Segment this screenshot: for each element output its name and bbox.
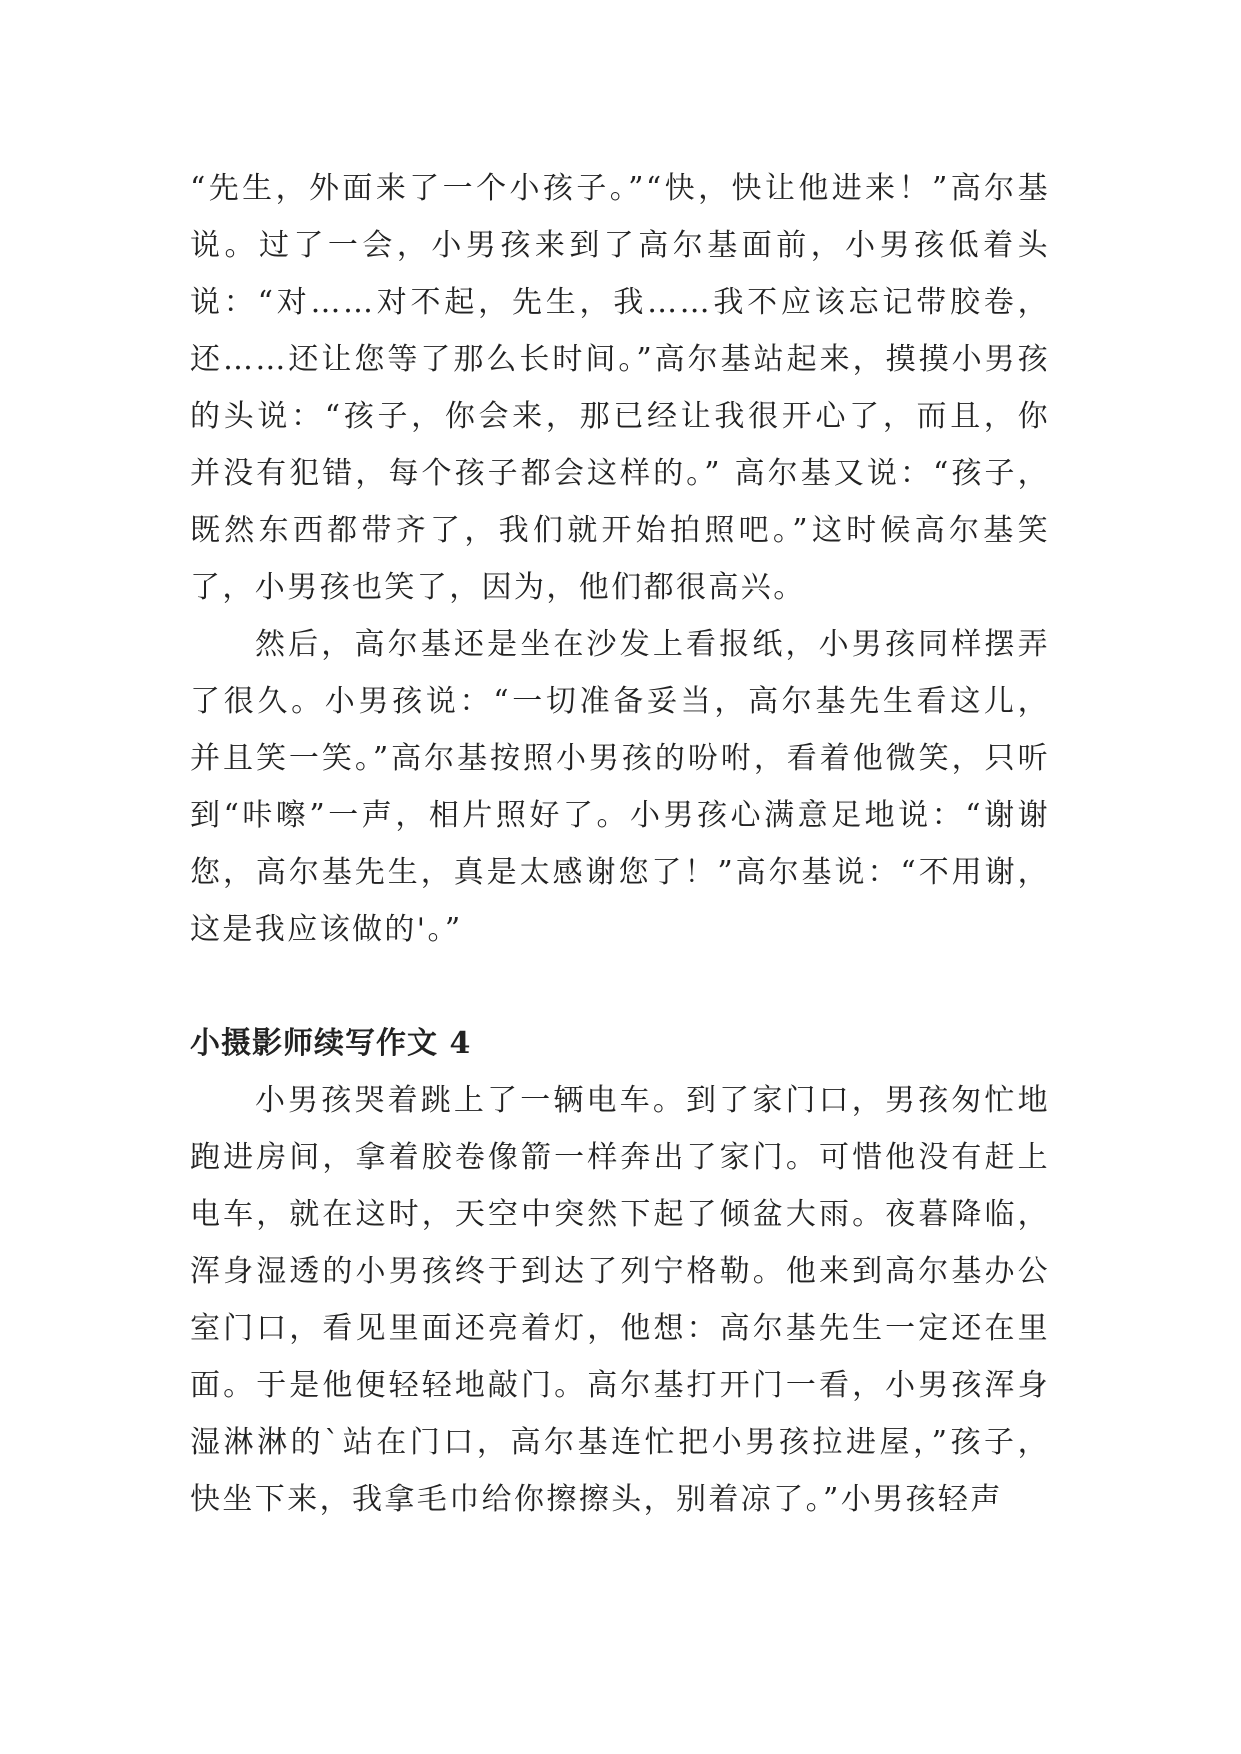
document-page <box>190 160 1050 1528</box>
paragraph-1: “先生，外面来了一个小孩子。”“快，快让他进来！”高尔基说。过了一会，小男孩来到了高尔基面前，小男孩低着头说：“对……对不起，先生，我……我不应该忘记带胶卷，还……还让您等了那么长时间。”高尔基站起来，摸摸小男孩的头说：“孩子，你会来，那已经让我很开心了，而且，你并没有犯错，每个孩子都会这样的。” 高尔基又说：“孩子，既然东西都带齐了，我们就开始拍照吧。”这时候高尔基笑了，小男孩也笑了，因为，他们都很高兴。 <box>190 171 1050 605</box>
paragraph-2: 然后，高尔基还是坐在沙发上看报纸，小男孩同样摆弄了很久。小男孩说：“一切准备妥当，高尔基先生看这儿，并且笑一笑。”高尔基按照小男孩的吩咐，看着他微笑，只听到“咔嚓”一声，相片照好了。小男孩心满意足地说：“谢谢您，高尔基先生，真是太感谢您了！”高尔基说：“不用谢，这是我应该做的'。” <box>190 627 1050 947</box>
section-title: 小摄影师续写作文 4 <box>190 1026 472 1061</box>
paragraph-3: 小男孩哭着跳上了一辆电车。到了家门口，男孩匆忙地跑进房间，拿着胶卷像箭一样奔出了家门。可惜他没有赶上电车，就在这时，天空中突然下起了倾盆大雨。夜暮降临，浑身湿透的小男孩终于到达了列宁格勒。他来到高尔基办公室门口，看见里面还亮着灯，他想：高尔基先生一定还在里面。于是他便轻轻地敲门。高尔基打开门一看，小男孩浑身湿淋淋的`站在门口，高尔基连忙把小男孩拉进屋，”孩子，快坐下来，我拿毛巾给你擦擦头，别着凉了。”小男孩轻声 <box>190 1083 1050 1517</box>
